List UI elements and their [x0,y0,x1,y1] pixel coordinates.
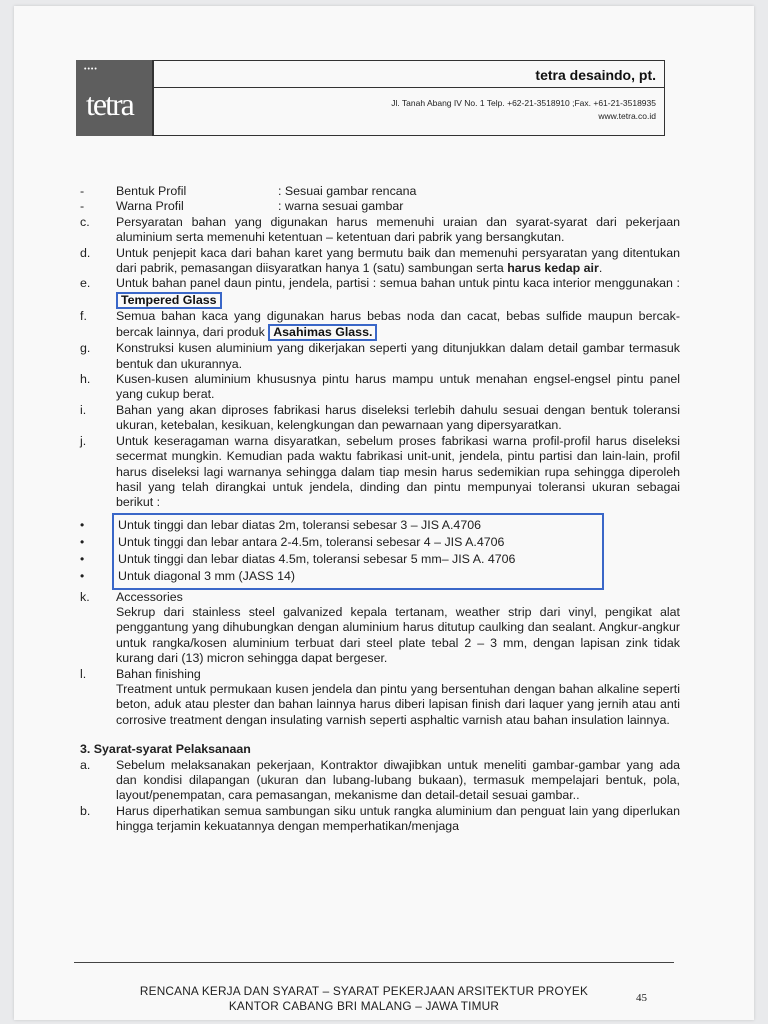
item-text: Sebelum melaksanakan pekerjaan, Kontraktor diwajibkan untuk meneliti gambar-gambar yang ada dan kondisi dilapangan (ukuran dan lubang-lubang bukaan), termasuk mempelajari bentuk, pola, layout/penempatan, cara pemasangan, mekanisme dan detail-detail sesuai gambar.. [116,757,680,803]
item-marker: b. [80,803,91,818]
item-marker: k. [80,589,90,604]
item-marker: l. [80,666,87,681]
footer-title [114,984,614,1014]
profile-value: : Sesuai gambar rencana [278,184,417,198]
item-g [80,341,680,372]
item-title: Accessories [116,589,183,604]
profile-item [80,199,680,214]
item-marker: - [80,184,85,198]
item-k [80,590,680,667]
website: www.tetra.co.id [598,111,656,121]
footer-line: KANTOR CABANG BRI MALANG – JAWA TIMUR [228,999,500,1013]
item-text: Untuk penjepit kaca dari bahan karet yang bermutu baik dan memenuhi persyaratan yang ditentukan dari pabrik, pemasangan diisyaratkan hanya 1 (satu) sambungan serta [116,245,680,276]
document-page [14,6,754,1020]
item-f [80,309,680,341]
tetra-logo [76,60,152,136]
profile-value: : warna sesuai gambar [278,199,404,214]
item-title: Bahan finishing [116,666,201,681]
item-marker: c. [80,214,90,229]
item-marker: f. [80,308,87,323]
address-line: Jl. Tanah Abang IV No. 1 Telp. +62-21-3518910 ;Fax. +61-21-3518935 [391,98,656,108]
profile-item [80,184,680,199]
item-e [80,276,680,308]
item-text: Treatment untuk permukaan kusen jendela dan pintu yang bersentuhan dengan bahan alkaline seperti beton, aduk atau plester dan bahan lainnya harus diberi lapisan finish dari laquer yang jernih atau anti corrosive treatment dengan insulating varnish seperti asphaltic varnish atau bahan insulation lainnya. [116,681,680,727]
logo-dots: •••• [84,66,98,73]
logo-text: tetra [86,86,133,122]
item-l [80,667,680,729]
item-text: Sekrup dari stainless steel galvanized kepala tertanam, weather strip dari vinyl, pengikat alat penggantung yang dihubungkan dengan aluminium harus ditutup caulking dan sealant. Angkur-angkur untuk rangka/kosen aluminium terbuat dari steel plate tebal 2 – 3 mm, dengan lapisan zink tidak kurang dari (13) micron sehingga dapat bergeser. [116,604,680,666]
company-info-box [152,60,665,136]
item-text: Konstruksi kusen aluminium yang dikerjakan seperti yang ditunjukkan dalam detail gambar termasuk bentuk dan ukurannya. [116,341,680,371]
item-text-end: . [598,261,603,276]
company-name: tetra desaindo, pt. [535,67,656,83]
item-h [80,372,680,403]
page-footer [74,962,674,1013]
item-marker: a. [80,757,91,772]
tolerance-item: • Untuk diagonal 3 mm (JASS 14) [118,568,598,585]
header-rule [154,87,664,88]
footer-line: RENCANA KERJA DAN SYARAT – SYARAT PEKERJAAN ARSITEKTUR PROYEK [139,984,589,998]
item-text: Semua bahan kaca yang digunakan harus bebas noda dan cacat, bebas sulfide maupun bercak-bercak lainnya, dari produk [116,308,680,340]
asahimas-glass-highlight: Asahimas Glass. [268,324,377,341]
item-marker: h. [80,372,91,387]
item-text: Kusen-kusen aluminium khususnya pintu harus mampu untuk menahan engsel-engsel pintu panel yang cukup berat. [116,372,680,402]
document-body [80,184,680,835]
item-text: Untuk bahan panel daun pintu, jendela, partisi : semua bahan untuk pintu kaca interior menggunakan : [116,276,680,291]
item-j [80,434,680,511]
tolerance-item: • Untuk tinggi dan lebar diatas 4.5m, toleransi sebesar 5 mm– JIS A. 4706 [118,551,598,568]
item-d [80,246,680,277]
tolerance-item: • Untuk tinggi dan lebar diatas 2m, toleransi sebesar 3 – JIS A.4706 [118,517,598,534]
item-text: Persyaratan bahan yang digunakan harus memenuhi uraian dan syarat-syarat dari pekerjaan aluminium serta memenuhi ketentuan – ketentuan dari pabrik yang bersangkutan. [116,214,680,245]
tolerance-item: • Untuk tinggi dan lebar antara 2-4.5m, toleransi sebesar 4 – JIS A.4706 [118,534,598,551]
item-i [80,403,680,434]
profile-key: Warna Profil [116,199,184,214]
section3-item-b [80,804,680,835]
profile-key: Bentuk Profil [116,184,187,198]
item-bold-text: harus kedap air [507,261,599,276]
section-heading: 3. Syarat-syarat Pelaksanaan [80,742,251,757]
item-c [80,215,680,246]
item-marker: - [80,199,85,214]
item-marker: i. [80,402,87,417]
section3-item-a [80,758,680,804]
tempered-glass-highlight: Tempered Glass [116,292,222,309]
page-number: 45 [636,992,647,1004]
item-text: Untuk keseragaman warna disyaratkan, sebelum proses fabrikasi warna profil-profil harus diseleksi secermat mungkin. Kemudian pada waktu fabrikasi unit-unit, jendela, pintu partisi dan lain-lain, profil harus diseleksi lagi warnanya sehingga dalam tiap mesin harus sedemikian rupa sehingga diperoleh hasil yang telah dirangkai untuk jendela, dinding dan pintu mempunyai toleransi ukuran sebagai berikut : [116,433,680,510]
item-text: Harus diperhatikan semua sambungan siku untuk rangka aluminium dan penguat lain yang diperlukan hingga terjamin kekuatannya dengan memperhatikan/menjaga [116,803,680,834]
item-marker: j. [80,433,87,448]
item-marker: e. [80,276,91,291]
company-address [391,97,656,123]
item-marker: g. [80,341,91,356]
item-marker: d. [80,245,91,260]
item-text: Bahan yang akan diproses fabrikasi harus diseleksi terlebih dahulu sesuai dengan bentuk toleransi ukuran, ketebalan, kesikuan, kelengkungan dan pewarnaan yang dipersyaratkan. [116,402,680,433]
letterhead [76,60,676,136]
tolerance-list [112,513,604,590]
